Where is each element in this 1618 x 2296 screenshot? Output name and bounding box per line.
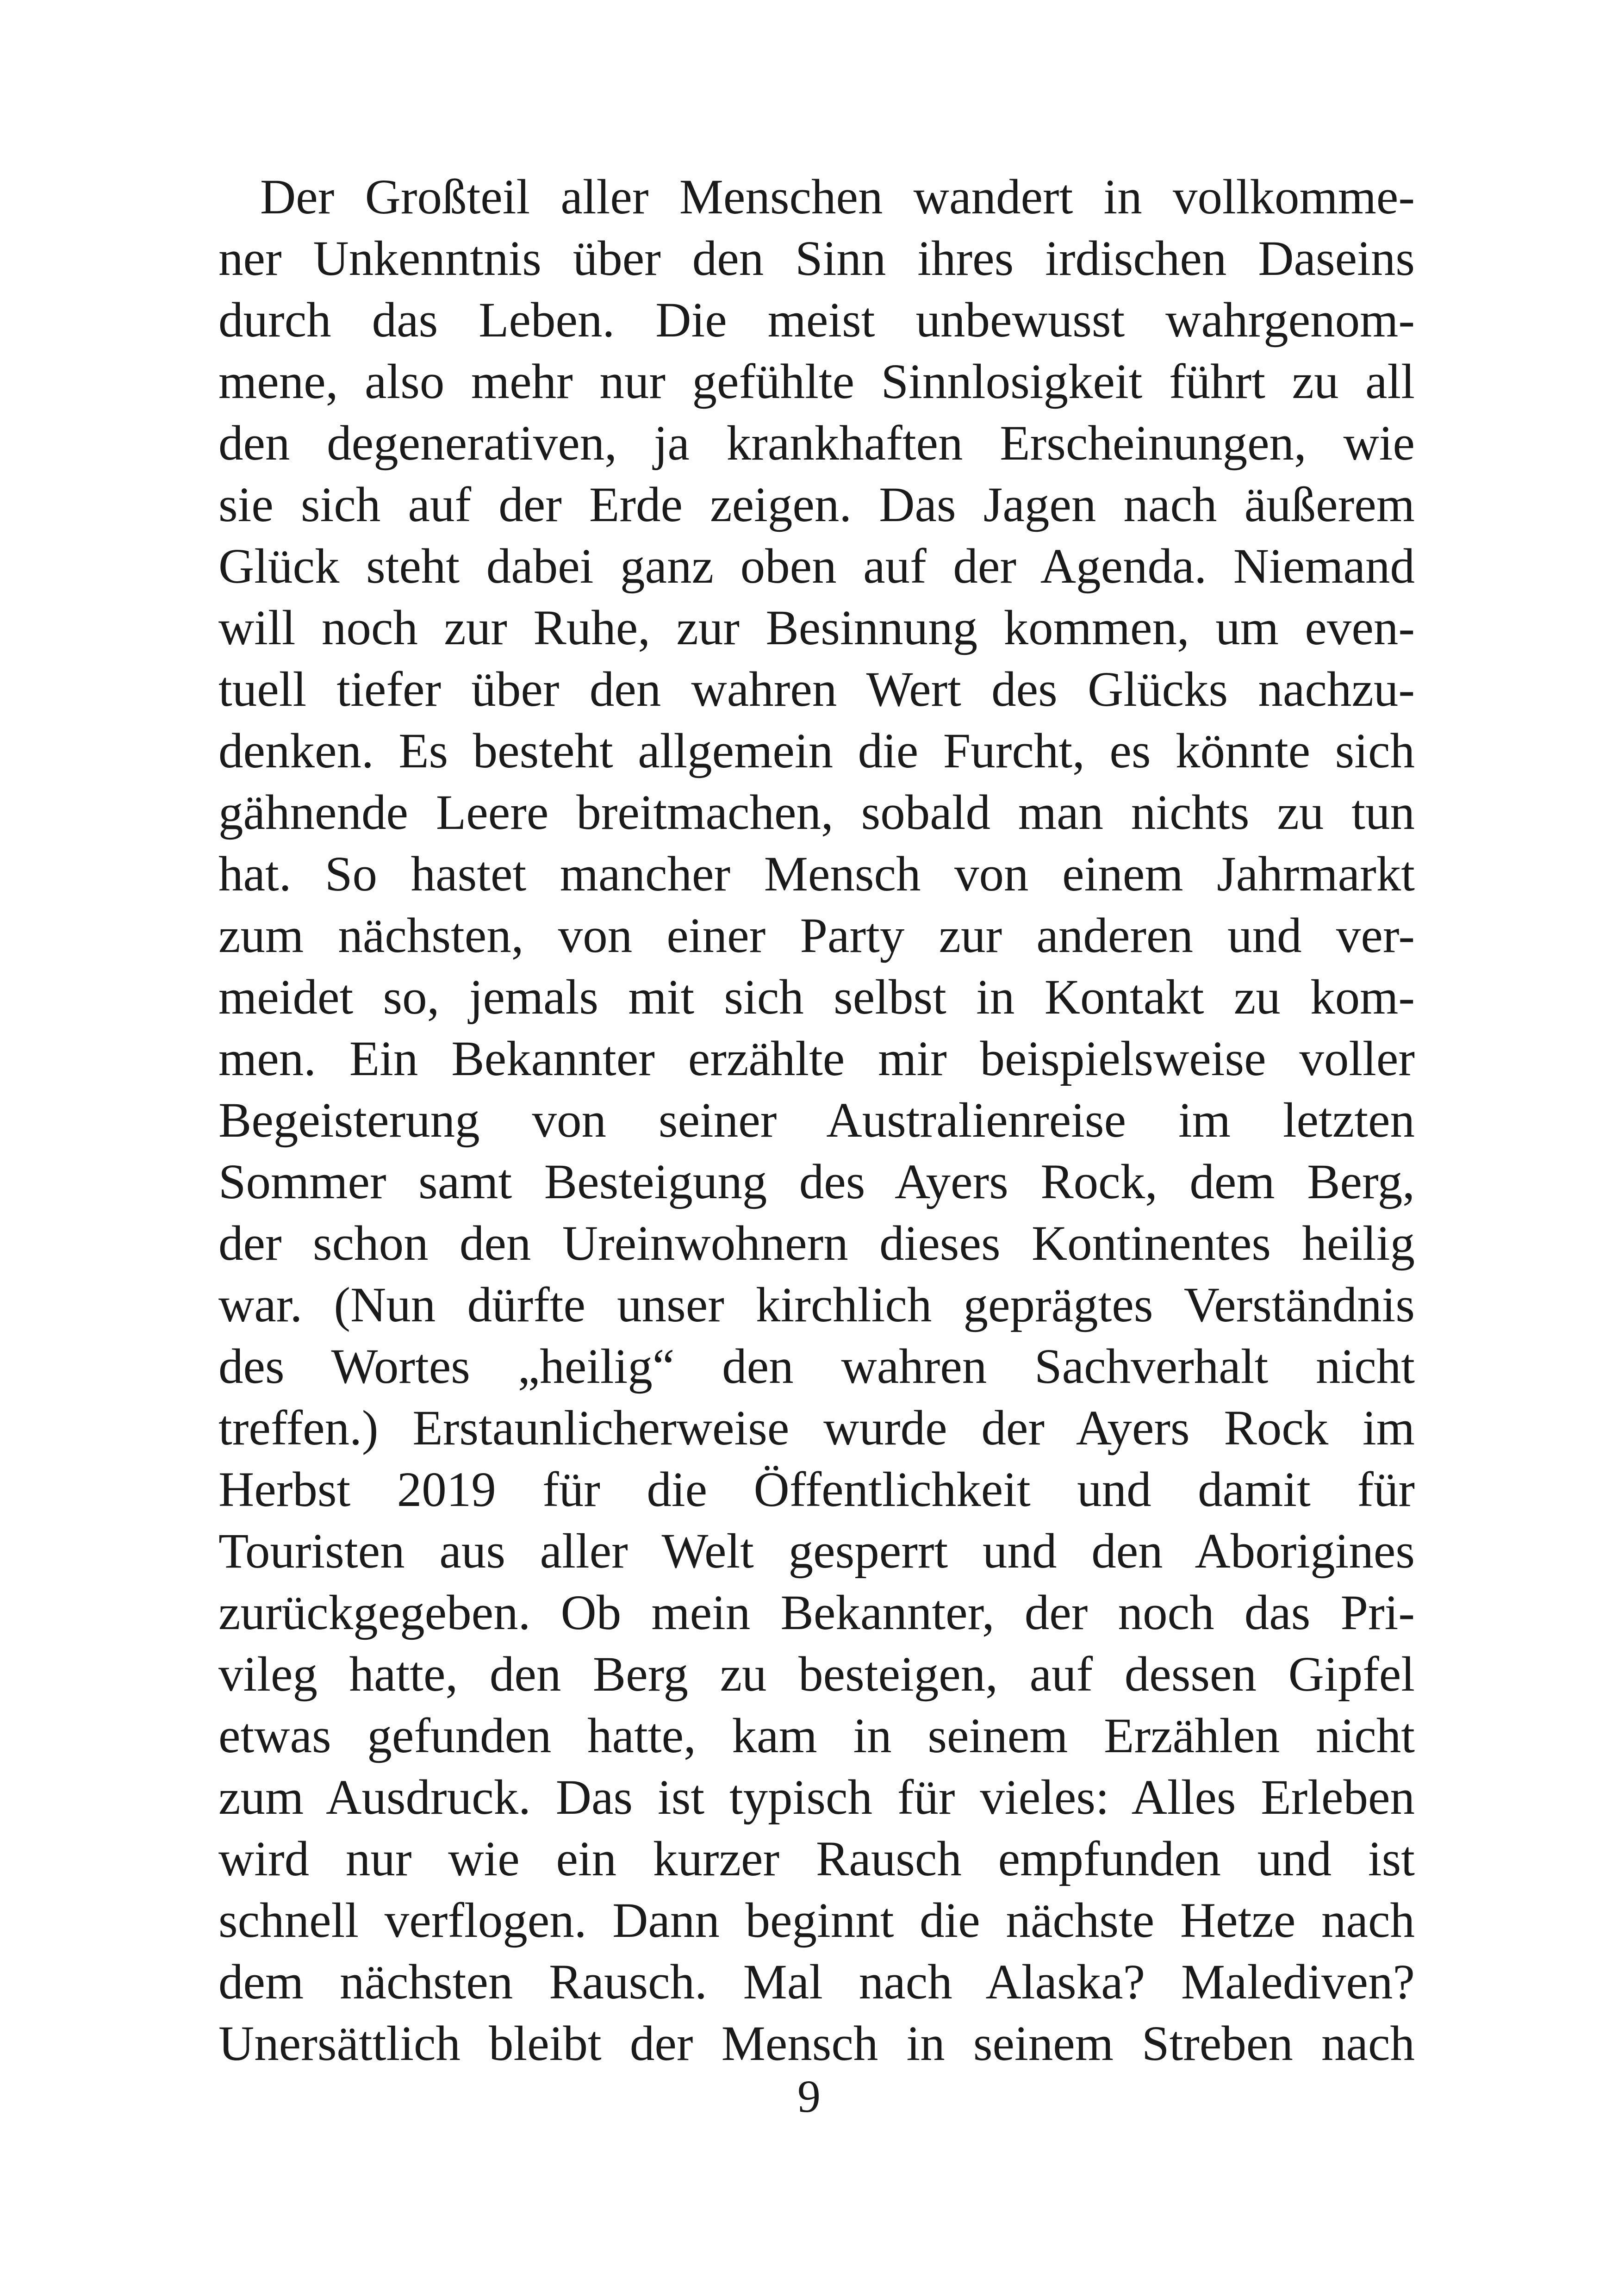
text-line: men. Ein Bekannter erzählte mir beispielsweise voller (218, 1032, 1415, 1086)
text-line: mene, also mehr nur gefühlte Sinnlosigkeit führt zu all (218, 355, 1415, 409)
text-line: meidet so, jemals mit sich selbst in Kontakt zu kom- (218, 970, 1415, 1025)
text-line: wird nur wie ein kurzer Rausch empfunden und ist (218, 1832, 1415, 1886)
text-line: war. (Nun dürfte unser kirchlich geprägtes Verständnis (218, 1278, 1415, 1332)
text-line: Unersättlich bleibt der Mensch in seinem Streben nach (218, 2016, 1415, 2071)
text-line: will noch zur Ruhe, zur Besinnung kommen, um even- (218, 601, 1415, 655)
text-line: den degenerativen, ja krankhaften Erscheinungen, wie (218, 416, 1415, 471)
text-line: der schon den Ureinwohnern dieses Kontinentes heilig (218, 1216, 1415, 1271)
text-line: durch das Leben. Die meist unbewusst wahrgenom- (218, 293, 1415, 348)
text-line: tuell tiefer über den wahren Wert des Glücks nachzu- (218, 662, 1415, 717)
text-line: Herbst 2019 für die Öffentlichkeit und damit für (218, 1462, 1415, 1517)
page-number: 9 (797, 2071, 821, 2122)
text-line: dem nächsten Rausch. Mal nach Alaska? Malediven? (218, 1955, 1415, 2010)
text-line: etwas gefunden hatte, kam in seinem Erzählen nicht (218, 1709, 1415, 1763)
text-line: des Wortes „heilig“ den wahren Sachverhalt nicht (218, 1339, 1415, 1394)
text-line: hat. So hastet mancher Mensch von einem Jahrmarkt (218, 847, 1415, 902)
text-line: ner Unkenntnis über den Sinn ihres irdischen Daseins (218, 231, 1415, 286)
text-line: Glück steht dabei ganz oben auf der Agenda. Niemand (218, 539, 1415, 594)
text-line: treffen.) Erstaunlicherweise wurde der Ayers Rock im (218, 1401, 1415, 1456)
text-line: zum nächsten, von einer Party zur anderen und ver- (218, 908, 1415, 963)
text-line: gähnende Leere breitmachen, sobald man nichts zu tun (218, 785, 1415, 840)
text-line: Sommer samt Besteigung des Ayers Rock, dem Berg, (218, 1155, 1415, 1209)
text-line: schnell verflogen. Dann beginnt die nächste Hetze nach (218, 1893, 1415, 1948)
body-text (218, 167, 1415, 2075)
text-line: vileg hatte, den Berg zu besteigen, auf dessen Gipfel (218, 1647, 1415, 1702)
text-line: Touristen aus aller Welt gesperrt und den Aborigines (218, 1524, 1415, 1579)
text-line: zurückgegeben. Ob mein Bekannter, der noch das Pri- (218, 1586, 1415, 1640)
text-line: zum Ausdruck. Das ist typisch für vieles: Alles Erleben (218, 1770, 1415, 1825)
text-line: sie sich auf der Erde zeigen. Das Jagen nach äußerem (218, 478, 1415, 532)
text-line: denken. Es besteht allgemein die Furcht, es könnte sich (218, 724, 1415, 778)
text-line: Der Großteil aller Menschen wandert in vollkomme- (260, 170, 1415, 224)
text-line: Begeisterung von seiner Australienreise im letzten (218, 1093, 1415, 1148)
